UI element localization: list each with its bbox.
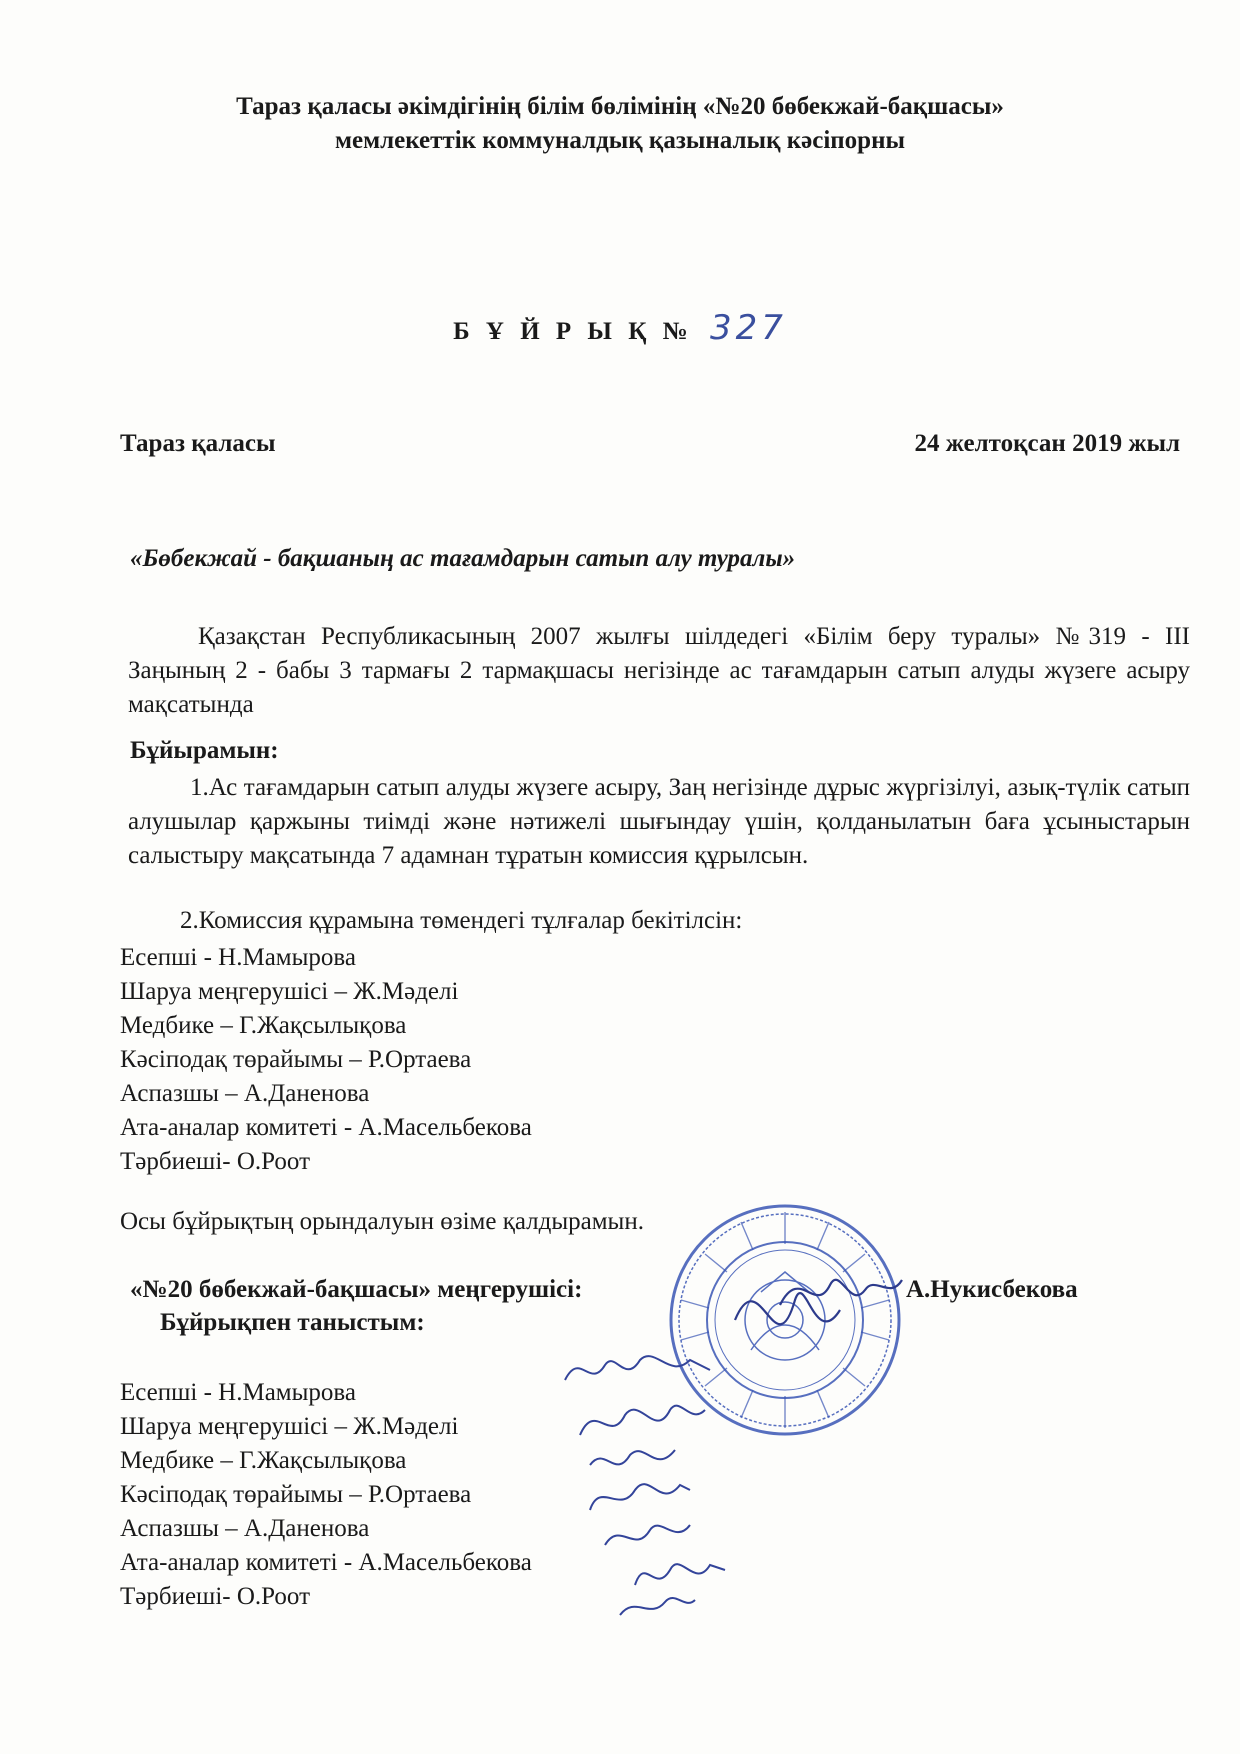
list-item: Шаруа меңгерушісі – Ж.Мәделі [120,978,459,1005]
order-title [0,308,1240,348]
acknowledgement-label: Бұйрықпен таныстым: [160,1309,425,1336]
list-item: Ата-аналар комитеті - А.Масельбекова [120,1114,532,1141]
order-date: 24 желтоқсан 2019 жыл [914,430,1180,457]
list-item: Есепші - Н.Мамырова [120,944,356,971]
head-role: «№20 бөбекжай-бақшасы» меңгерушісі: [130,1276,583,1303]
list-item: Аспазшы – А.Даненова [120,1080,370,1107]
order-number: 327 [709,308,787,348]
header-line-1: Тараз қаласы әкімдігінің білім бөлімінің «№20 бөбекжай-бақшасы» [236,93,1004,120]
list-item: Есепші - Н.Мамырова [120,1379,356,1406]
list-item: Ата-аналар комитеті - А.Масельбекова [120,1549,532,1576]
orders-label: Бұйырамын: [130,737,279,764]
point-2-paragraph: 2.Комиссия құрамына төмендегі тұлғалар бекітілсін: [180,907,743,934]
head-signature-icon [770,1255,910,1325]
list-item: Тәрбиеші- О.Роот [120,1148,311,1175]
head-name: А.Нукисбекова [906,1276,1078,1303]
list-item: Аспазшы – А.Даненова [120,1515,370,1542]
document-header [0,90,1240,158]
commission-members-list [120,941,532,1179]
list-item: Шаруа меңгерушісі – Ж.Мәделі [120,1413,459,1440]
closing-sentence: Осы бұйрықтың орындалуын өзіме қалдырамын. [120,1208,644,1235]
preamble-paragraph: Қазақстан Республикасының 2007 жылғы шілдедегі «Білім беру туралы» №319 - III Заңының 2 - бабы 3 тармағы 2 тармақшасы негізінде ас тағамдарын сатып алуды жүзеге асыру мақсатында [128,623,1190,718]
header-line-2: мемлекеттік коммуналдық қазыналық кәсіпорны [334,127,905,154]
list-item: Кәсіподақ төрайымы – Р.Ортаева [120,1481,472,1508]
member-signatures-icon [560,1340,800,1620]
order-subject: «Бөбекжай - бақшаның ас тағамдарын сатып алу туралы» [130,545,796,572]
point-1-paragraph: 1.Ас тағамдарын сатып алуды жүзеге асыру, Заң негізінде дұрыс жүргізілуі, азық-түлік сатып алушылар қаржыны тиімді және нәтижелі шығындау үшін, қолданылатын баға ұсыныстарын салыстыру мақсатында 7 адамнан тұратын комиссия құрылсын. [128,774,1190,869]
acknowledgement-list [120,1376,532,1614]
list-item: Медбике – Г.Жақсылықова [120,1447,407,1474]
order-city: Тараз қаласы [120,430,276,457]
list-item: Медбике – Г.Жақсылықова [120,1012,407,1039]
order-title-label: Б Ұ Й Р Ы Қ № [453,318,693,345]
list-item: Тәрбиеші- О.Роот [120,1583,311,1610]
list-item: Кәсіподақ төрайымы – Р.Ортаева [120,1046,472,1073]
